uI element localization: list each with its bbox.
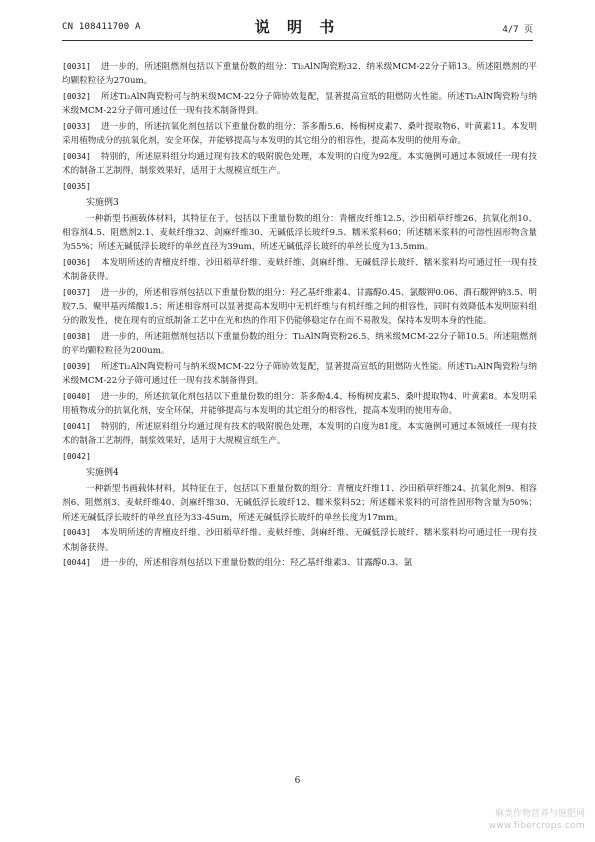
paragraph — [62, 330, 537, 358]
watermark — [470, 808, 585, 832]
paragraph — [62, 286, 537, 329]
paragraph-number: [0037] — [62, 288, 91, 298]
paragraph — [62, 120, 537, 148]
paragraph-text: 进一步的，所述阻燃剂包括以下重量份数的组分：Ti₂AlN陶瓷粉32、纳米级MCM-22分子筛13。所述阻燃剂的平均颗粒粒径为270um。 — [62, 62, 537, 87]
paragraph-text: 进一步的，所述抗氧化剂包括以下重量份数的组分：茶多酚4.4、杨梅树皮素5、桑叶提取物4、叶黄素8。本发明采用植物成分的抗氧化剂，安全环保，并能够提高与本发明的其它组分的相容性，提高本发明的使用寿命。 — [62, 391, 537, 417]
paragraph — [62, 420, 537, 448]
paragraph-number: [0035] — [62, 181, 91, 191]
example-heading: 实施例4 — [86, 467, 119, 478]
paragraph — [62, 482, 537, 525]
paragraph-text: 所述Ti₂AlN陶瓷粉可与纳米级MCM-22分子筛协效复配，显著提高宣纸的阻燃防火性能。所述Ti₂AlN陶瓷粉与纳米级MCM-22分子筛可通过任一现有技术制备得到。 — [62, 91, 537, 117]
paragraph — [62, 390, 537, 418]
paragraph-number: [0031] — [62, 62, 91, 71]
page-number: 6 — [294, 776, 301, 786]
paragraph-text: 一种新型书画载体材料，其特征在于，包括以下重量份数的组分：青檀皮纤维12.5、沙田稻草纤维26、抗氧化剂10、相容剂4.5、阻燃剂2.1、麦麸纤维32、剑麻纤维30、无碱低浮长玻纤9.5、糯米浆料60；所述糯米浆料的可溶性固形物含量为55%；所述无碱低浮长玻纤的单丝直径为39um，所述无碱低浮长玻纤的单丝长度为13.5mm。 — [62, 214, 537, 253]
paragraph — [62, 256, 537, 284]
paragraph-text: 一种新型书画载体材料，其特征在于，包括以下重量份数的组分：青檀皮纤维11、沙田稻草纤维24、抗氧化剂9、相容剂6、阻燃剂3、麦麸纤维40、剑麻纤维30、无碱低浮长玻纤12、糯米浆料52；所述糯米浆料的可溶性固形物含量为50%；所述无碱低浮长玻纤的单丝直径为33-45um，所述无碱低浮长玻纤的单丝长度为17mm。 — [62, 484, 537, 523]
watermark-text-cn: 麻类作物营养与施肥网 — [494, 809, 585, 819]
watermark-url: www.fibercrops.com — [488, 821, 585, 831]
page-header — [62, 14, 533, 38]
paragraph-text: 所述Ti₂AlN陶瓷粉可与纳米级MCM-22分子筛协效复配，显著提高宣纸的阻燃防火性能。所述Ti₂AlN陶瓷粉与纳米级MCM-22分子筛可通过任一现有技术制备得到。 — [62, 362, 537, 387]
paragraph-number: [0033] — [62, 121, 91, 131]
document-body — [62, 60, 537, 572]
paragraph-number: [0040] — [62, 391, 91, 401]
paragraph-number: [0038] — [62, 332, 91, 342]
paragraph — [62, 60, 537, 88]
paragraph — [62, 360, 537, 388]
paragraph — [62, 150, 537, 178]
paragraph — [62, 90, 537, 118]
paragraph-text: 进一步的，所述阻燃剂包括以下重量份数的组分：Ti₂AlN陶瓷粉26.5、纳米级MCM-22分子筛10.5。所述阻燃剂的平均颗粒粒径为200um。 — [62, 332, 537, 357]
paragraph-number: [0041] — [62, 421, 91, 431]
paragraph — [62, 450, 537, 464]
paragraph-number: [0044] — [62, 558, 91, 568]
header-rule — [62, 40, 533, 41]
example-heading: 实施例3 — [86, 197, 119, 208]
document-id: CN 108411700 A — [62, 22, 141, 32]
paragraph-text: 本发明所述的青檀皮纤维、沙田稻草纤维、麦麸纤维、剑麻纤维、无碱低浮长玻纤、糯米浆料均可通过任一现有技术制备获得。 — [62, 258, 537, 283]
document-title: 说 明 书 — [254, 18, 341, 36]
paragraph — [62, 180, 537, 194]
page-count: 4/7 页 — [502, 25, 533, 35]
paragraph — [62, 212, 537, 255]
paragraph-text: 特别的，所述原料组分均通过现有技术的吸附脱色处理，本发明的白度为81度。本实施例可通过本领域任一现有技术的制备工艺制得，制浆效果好，适用于大规模宣纸生产。 — [62, 421, 537, 447]
paragraph-text: 进一步的，所述抗氧化剂包括以下重量份数的组分：茶多酚5.6、杨梅树皮素7、桑叶提取物6、叶黄素11。本发明采用植物成分的抗氧化剂，安全环保，并能够提高与本发明的其它组分的相容性，提高本发明的使用寿命。 — [62, 121, 537, 147]
paragraph-text: 进一步的，所述相容剂包括以下重量份数的组分：羟乙基纤维素4、甘露醇0.45、氯酸钾0.06、酒石酸钾钠3.5、明胶7.5、聚甲基丙烯酸1.5；所述相容剂可以显著提高本发明中无机纤维与有机纤维之间的相容性，同时有效降低本发明原料组分的散发性，使在现有的宣纸制备工艺中在光和热的作用下仍能够稳定存在而不易散发，保持本发明本身的性能。 — [62, 288, 537, 327]
paragraph — [62, 556, 537, 570]
paragraph-text: 特别的，所述原料组分均通过现有技术的吸附脱色处理，本发明的白度为92度。本实施例可通过本领域任一现有技术的制备工艺制得，制浆效果好，适用于大规模宣纸生产。 — [62, 151, 537, 176]
paragraph-number: [0036] — [62, 258, 91, 268]
paragraph-number: [0039] — [62, 362, 91, 372]
paragraph-text: 本发明所述的青檀皮纤维、沙田稻草纤维、麦麸纤维、剑麻纤维、无碱低浮长玻纤、糯米浆料均可通过任一现有技术制备获得。 — [62, 528, 537, 553]
paragraph-number: [0042] — [62, 451, 91, 461]
paragraph-number: [0032] — [62, 91, 91, 101]
paragraph-text: 进一步的，所述相容剂包括以下重量份数的组分：羟乙基纤维素3、甘露醇0.3、氯 — [100, 558, 413, 569]
paragraph-number: [0043] — [62, 528, 91, 538]
paragraph-number: [0034] — [62, 151, 91, 161]
paragraph — [62, 526, 537, 554]
